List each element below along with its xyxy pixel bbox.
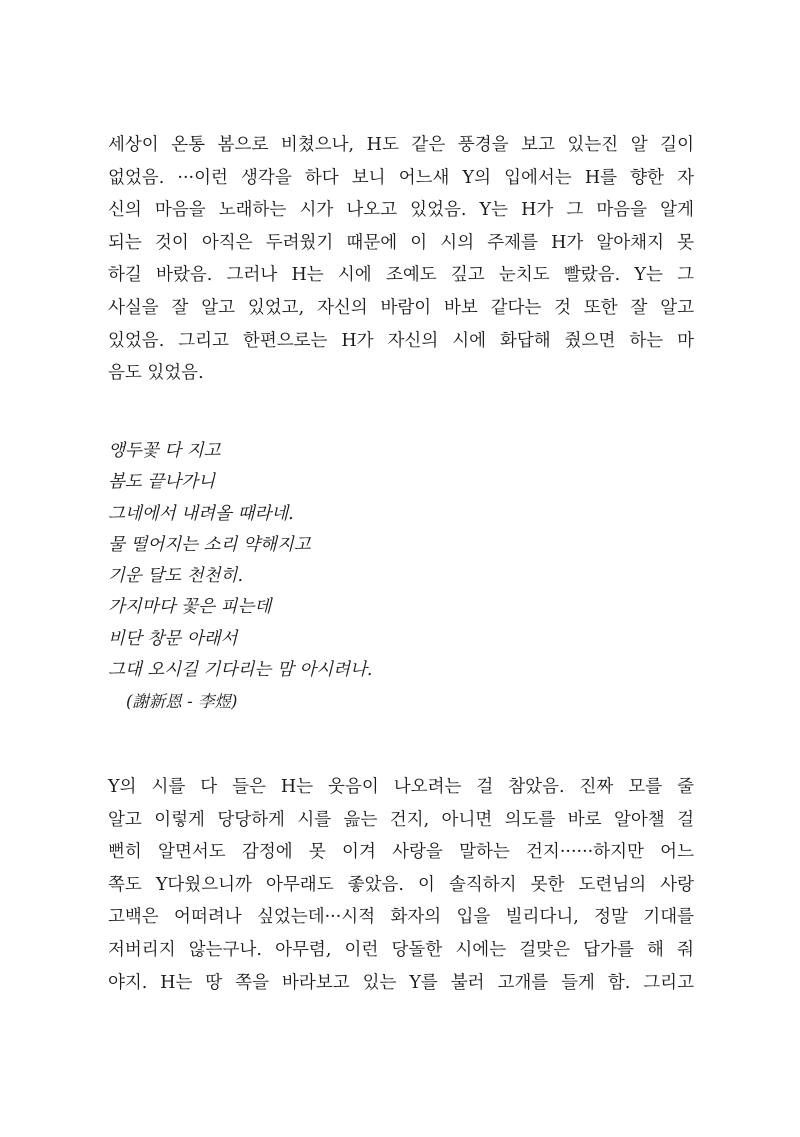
text-line: 하길 바랐음. 그러나 H는 시에 조예도 깊고 눈치도 빨랐음. Y는 그 (108, 265, 694, 286)
paragraph-intro (108, 129, 694, 390)
text-line: 있었음. 그리고 한편으로는 H가 자신의 시에 화답해 줬으면 하는 마 (108, 330, 694, 351)
text-line: Y의 시를 다 들은 H는 웃음이 나오려는 걸 참았음. 진짜 모를 줄 (108, 777, 694, 797)
text-line: 세상이 온통 봄으로 비쳤으나, H도 같은 풍경을 보고 있는진 알 길이 (108, 135, 694, 155)
text-line: 저버리지 않는구나. 아무렴, 이런 당돌한 시에는 걸맞은 답가를 해 줘 (108, 939, 694, 960)
text-line: 없었음. ···이런 생각을 하다 보니 어느새 Y의 입에서는 H를 향한 자 (108, 167, 694, 188)
poem-line: 비단 창문 아래서 (108, 628, 238, 649)
text-line: 신의 마음을 노래하는 시가 나오고 있었음. Y는 H가 그 마음을 알게 (108, 200, 694, 221)
poem-line: 그네에서 내려올 때라네. (108, 503, 294, 524)
text-line: 알고 이렇게 당당하게 시를 읊는 건지, 아니면 의도를 바로 알아챌 걸 (108, 809, 694, 830)
poem-line: 앵두꽃 다 지고 (108, 441, 221, 461)
poem-block (108, 436, 372, 718)
text-line: 음도 있었음. (108, 363, 204, 384)
poem-line: 물 떨어지는 소리 약해지고 (108, 534, 311, 555)
paragraph-response (108, 771, 694, 999)
poem-line: 봄도 끝나가니 (108, 472, 215, 493)
text-line: 야지. H는 땅 쪽을 바라보고 있는 Y를 불러 고개를 들게 함. 그리고 (108, 972, 694, 993)
text-line: 사실을 잘 알고 있었고, 자신의 바람이 바보 같다는 것 또한 잘 알고 (108, 297, 694, 318)
poem-line: 그대 오시길 기다리는 맘 아시려나. (108, 660, 373, 681)
poem-attribution: (謝新恩 - 李煜) (126, 692, 238, 712)
poem-line: 가지마다 꽃은 피는데 (108, 597, 272, 618)
poem-line: 기운 달도 천천히. (108, 566, 244, 587)
text-line: 쪽도 Y다웠으니까 아무래도 좋았음. 이 솔직하지 못한 도련님의 사랑 (108, 874, 694, 895)
text-line: 뻔히 알면서도 감정에 못 이겨 사랑을 말하는 건지······하지만 어느 (108, 842, 694, 863)
text-line: 고백은 어떠려나 싶었는데···시적 화자의 입을 빌리다니, 정말 기대를 (108, 907, 694, 928)
text-line: 되는 것이 아직은 두려웠기 때문에 이 시의 주제를 H가 알아채지 못 (108, 232, 694, 253)
